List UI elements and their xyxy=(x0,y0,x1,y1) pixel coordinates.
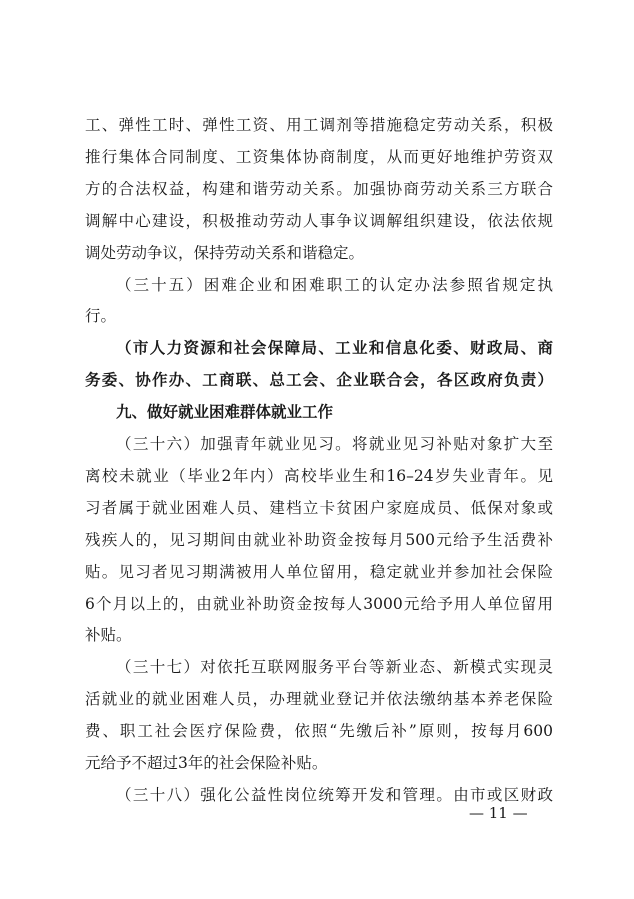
clause-35-line: 行。 xyxy=(85,307,117,325)
section-heading: 九、做好就业困难群体就业工作 xyxy=(116,403,334,421)
paragraph-line: 工、弹性工时、弹性工资、用工调剂等措施稳定劳动关系，积极 xyxy=(85,116,553,134)
clause-38-line: （三十八）强化公益性岗位统筹开发和管理。由市或区财政 xyxy=(116,786,553,804)
clause-36-line: 补贴。 xyxy=(85,626,132,644)
clause-36-line: 离校未就业（毕业2年内）高校毕业生和16–24岁失业青年。见 xyxy=(85,467,553,485)
clause-36-line: 6个月以上的，由就业补助资金按每人3000元给予用人单位留用 xyxy=(85,595,553,613)
clause-36-line: 习者属于就业困难人员、建档立卡贫困户家庭成员、低保对象或 xyxy=(85,499,553,517)
clause-37-line: （三十七）对依托互联网服务平台等新业态、新模式实现灵 xyxy=(116,658,553,676)
responsible-departments-line: （市人力资源和社会保障局、工业和信息化委、财政局、商 xyxy=(116,338,553,357)
paragraph-line: 调处劳动争议，保持劳动关系和谐稳定。 xyxy=(85,244,365,262)
clause-36-line: （三十六）加强青年就业见习。将就业见习补贴对象扩大至 xyxy=(116,435,553,453)
paragraph-line: 调解中心建设，积极推动劳动人事争议调解组织建设，依法依规 xyxy=(85,212,553,230)
clause-37-line: 费、职工社会医疗保险费，依照“先缴后补”原则，按每月600 xyxy=(85,722,553,740)
clause-37-line: 元给予不超过3年的社会保险补贴。 xyxy=(85,754,328,772)
clause-36-line: 贴。见习者见习期满被用人单位留用，稳定就业并参加社会保险 xyxy=(85,563,553,581)
page-number: — 11 — xyxy=(469,804,528,822)
responsible-departments-line: 务委、协作办、工商联、总工会、企业联合会，各区政府负责） xyxy=(85,370,553,389)
paragraph-line: 方的合法权益，构建和谐劳动关系。加强协商劳动关系三方联合 xyxy=(85,180,553,198)
clause-36-line: 残疾人的，见习期间由就业补助资金按每月500元给予生活费补 xyxy=(85,531,553,549)
paragraph-line: 推行集体合同制度、工资集体协商制度，从而更好地维护劳资双 xyxy=(85,148,553,166)
clause-37-line: 活就业的就业困难人员，办理就业登记并依法缴纳基本养老保险 xyxy=(85,690,553,708)
clause-35-line: （三十五）困难企业和困难职工的认定办法参照省规定执 xyxy=(116,276,553,294)
